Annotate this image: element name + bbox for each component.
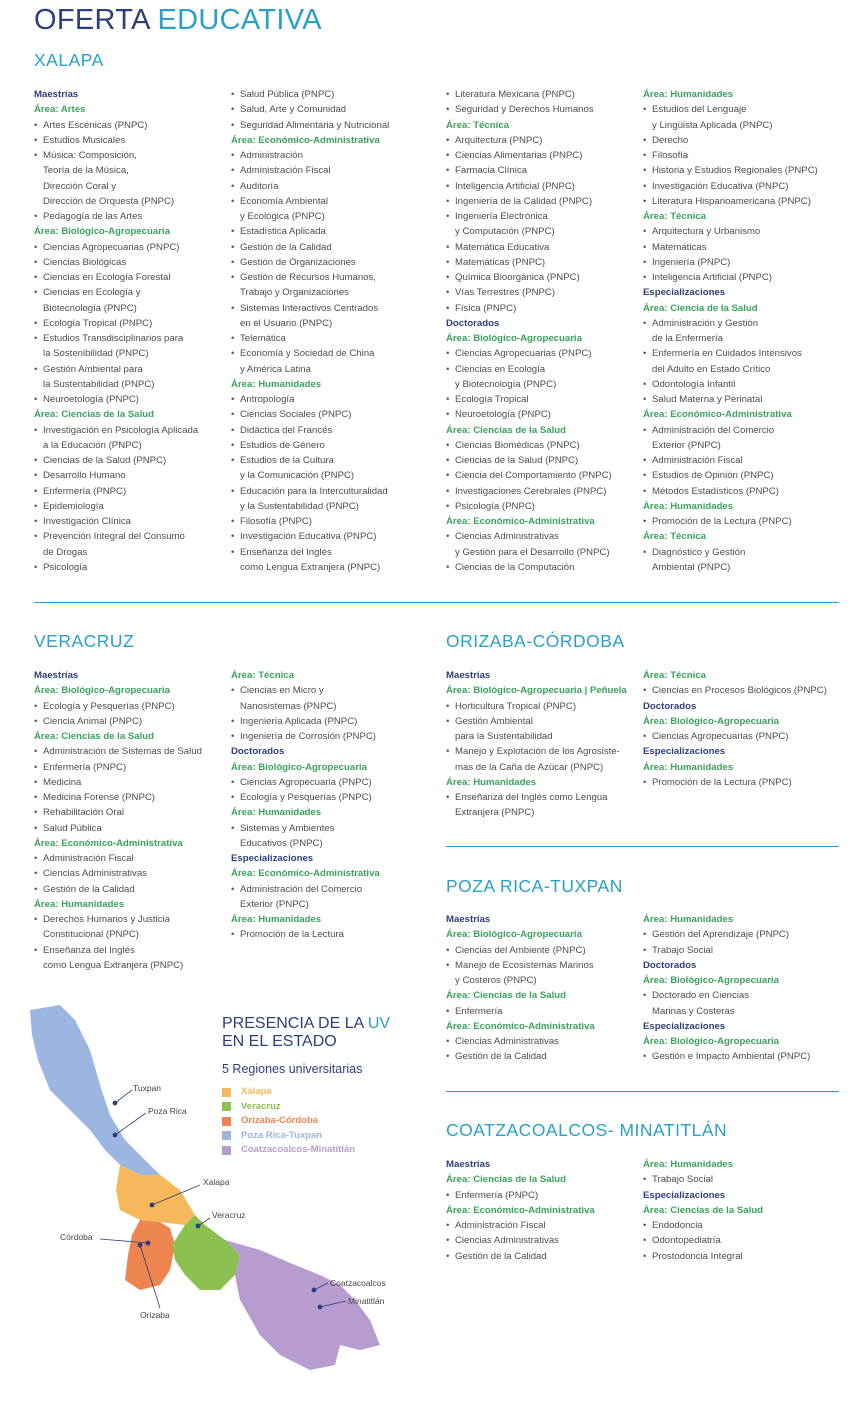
program-item-continuation: y Gestión para el Desarrollo (PNPC) (455, 546, 610, 558)
program-item: • Prevención Integral del Consumo (34, 529, 198, 544)
program-item-continuation: como Lengua Extranjera (PNPC) (43, 959, 184, 971)
program-item: • Matemáticas (PNPC) (446, 255, 612, 270)
program-item: • Literatura Hispanoamericana (PNPC) (643, 194, 818, 209)
program-item: • Derecho (643, 133, 818, 148)
program-item-continuation: Dirección Coral y (43, 180, 117, 192)
program-item: • Manejo de Ecosistemas Marinos (446, 958, 595, 973)
program-item: • Matemáticas (643, 240, 818, 255)
program-item: • Ecología y Pesquerías (PNPC) (34, 699, 202, 714)
program-item: • Ciencias en Ecología Forestal (34, 270, 198, 285)
program-item: • Ecología Tropical (PNPC) (34, 316, 198, 331)
area-heading: Área: Humanidades (643, 761, 734, 773)
program-item: • Estudios de Género (231, 438, 389, 453)
city-label-xalapa: Xalapa (203, 1177, 230, 1187)
orizaba-col-1 (446, 668, 627, 821)
program-item: • Ciencias Biológicas (34, 255, 198, 270)
program-item: • Física (PNPC) (446, 301, 612, 316)
program-item: • Ciencias Sociales (PNPC) (231, 407, 389, 422)
area-heading: Área: Artes (34, 104, 86, 116)
tuxpan-pointer (115, 1090, 132, 1103)
program-item: • Estudios del Lenguaje (643, 102, 818, 117)
program-item: • Seguridad Alimentaria y Nutricional (231, 118, 389, 133)
program-item: • Arquitectura y Urbanismo (643, 224, 818, 239)
program-item: • Música: Composición, (34, 148, 198, 163)
program-item: • Horticultura Tropical (PNPC) (446, 699, 627, 714)
area-heading: Área: Económico-Administrativa (231, 134, 380, 146)
program-item-continuation: a la Educación (PNPC) (43, 439, 142, 451)
program-item-continuation: Teoría de la Música, (43, 165, 129, 177)
program-item-continuation: la Sustentabilidad (PNPC) (43, 378, 155, 390)
program-item: • Promoción de la Lectura (231, 927, 380, 942)
program-item: • Ciencias Administrativas (446, 1034, 595, 1049)
orizaba-col-2 (643, 668, 827, 790)
degree-heading: Especializaciones (643, 287, 726, 299)
program-item: • Gestión e Impacto Ambiental (PNPC) (643, 1049, 810, 1064)
area-heading: Área: Económico-Administrativa (34, 837, 183, 849)
program-item-continuation: Nanosistemas (PNPC) (240, 700, 337, 712)
cordoba-dot (146, 1241, 150, 1245)
program-item: • Psicología (34, 560, 198, 575)
program-item: • Ciencias Alimentarias (PNPC) (446, 148, 612, 163)
program-item: • Enseñanza del Inglés (34, 943, 202, 958)
legend-item: Coatzacoalcos-Minatitlán (222, 1143, 355, 1158)
region-title-coatza: COATZACOALCOS- MINATITLÁN (446, 1120, 728, 1140)
program-item: • Ciencias del Ambiente (PNPC) (446, 943, 595, 958)
program-item: • Estudios Transdisciplinarios para (34, 331, 198, 346)
program-item-continuation: Exterior (PNPC) (240, 898, 309, 910)
program-item: • Investigación Educativa (PNPC) (231, 529, 389, 544)
city-label-minatitlan: Minatitlán (348, 1296, 385, 1306)
program-item: • Neuroetología (PNPC) (34, 392, 198, 407)
city-label-orizaba: Orizaba (140, 1310, 170, 1320)
area-heading: Área: Humanidades (446, 776, 537, 788)
program-item: • Doctorado en Ciencias (643, 988, 810, 1003)
coatza-col-1 (446, 1157, 595, 1264)
orizaba-dot (138, 1243, 142, 1247)
veracruz-col-1 (34, 668, 202, 973)
program-item: • Estadística Aplicada (231, 224, 389, 239)
program-item: • Sistemas y Ambientes (231, 821, 380, 836)
program-item: • Investigación en Psicología Aplicada (34, 423, 198, 438)
city-label-cordoba: Córdoba (60, 1232, 93, 1242)
program-item: • Educación para la Interculturalidad (231, 484, 389, 499)
program-item: • Enfermería (446, 1004, 595, 1019)
program-item: • Ciencias Administrativas (34, 866, 202, 881)
area-heading: Área: Económico-Administrativa (446, 516, 595, 527)
program-item-continuation: Constitucional (PNPC) (43, 929, 139, 941)
program-item: • Administración Fiscal (34, 851, 202, 866)
program-item-continuation: para la Sustentabilidad (455, 731, 553, 742)
program-item: • Ciencia del Comportamiento (PNPC) (446, 468, 612, 483)
program-item: • Ciencias en Ecología y (34, 285, 198, 300)
program-item: • Medicina (34, 775, 202, 790)
program-item: • Estudios Musicales (34, 133, 198, 148)
legend-swatch (222, 1146, 231, 1155)
area-heading: Área: Técnica (643, 531, 706, 543)
program-item-continuation: Extranjera (PNPC) (455, 807, 535, 819)
city-label-veracruz: Veracruz (212, 1210, 246, 1220)
program-item: • Ciencias en Procesos Biológicos (PNPC) (643, 683, 827, 698)
pozarica-dot (113, 1133, 117, 1137)
program-item: • Ciencias Agropecuarias (PNPC) (446, 346, 612, 361)
city-label-coatzacoalcos: Coatzacoalcos (330, 1278, 386, 1288)
program-item: • Gestión de Organizaciones (231, 255, 389, 270)
program-item: • Administración de Sistemas de Salud (34, 744, 202, 759)
program-item: • Salud, Arte y Comunidad (231, 102, 389, 117)
program-item: • Administración Fiscal (446, 1218, 595, 1233)
program-item-continuation: la Sostenibilidad (PNPC) (43, 348, 149, 360)
legend-item: Veracruz (222, 1100, 355, 1115)
area-heading: Área: Humanidades (643, 1159, 734, 1170)
degree-heading: Especializaciones (643, 1020, 726, 1032)
program-item: • Gestión de la Calidad (34, 882, 202, 897)
program-item: • Enfermería (PNPC) (34, 760, 202, 775)
program-item: • Salud Pública (34, 821, 202, 836)
program-item: • Gestión Ambiental (446, 714, 627, 729)
program-item: • Ingeniería Aplicada (PNPC) (231, 714, 380, 729)
map-legend (222, 1085, 355, 1158)
tuxpan-dot (113, 1101, 117, 1105)
area-heading: Área: Económico-Administrativa (231, 868, 380, 880)
program-item: • Ciencias Administrativas (446, 1233, 595, 1248)
area-heading: Área: Biológico-Agropecuaria (34, 226, 170, 238)
program-item: • Salud Pública (PNPC) (231, 87, 389, 102)
area-heading: Área: Ciencias de la Salud (34, 731, 154, 742)
program-item: • Inteligencia Artificial (PNPC) (643, 270, 818, 285)
area-heading: Área: Ciencia de la Salud (643, 302, 758, 314)
program-item: • Economía Ambiental (231, 194, 389, 209)
area-heading: Área: Humanidades (643, 500, 734, 512)
program-item-continuation: y Biotecnología (PNPC) (455, 378, 557, 390)
program-item-continuation: y Computación (PNPC) (455, 226, 555, 238)
program-item: • Enfermería en Cuidados Intensivos (643, 346, 818, 361)
program-item-continuation: y la Sustentabilidad (PNPC) (240, 500, 359, 512)
degree-heading: Especializaciones (231, 853, 314, 864)
program-item: • Medicina Forense (PNPC) (34, 790, 202, 805)
area-heading: Área: Ciencias de la Salud (446, 424, 566, 436)
program-item: • Diagnóstico y Gestión (643, 545, 818, 560)
program-item: • Vías Terrestres (PNPC) (446, 285, 612, 300)
region-veracruz (172, 1215, 240, 1290)
legend-item: Xalapa (222, 1085, 355, 1100)
program-item: • Desarrollo Humano (34, 468, 198, 483)
pozarica-pointer (115, 1113, 146, 1135)
area-heading: Área: Biológico-Agropecuaria (643, 975, 779, 986)
program-item-continuation: de Drogas (43, 546, 88, 558)
program-item: • Enfermería (PNPC) (34, 484, 198, 499)
legend-swatch (222, 1102, 231, 1111)
degree-heading: Maestrías (446, 670, 491, 681)
program-item: • Pedagogía de las Artes (34, 209, 198, 224)
program-item: • Ciencias Agropecuarias (PNPC) (34, 240, 198, 255)
program-item: • Ciencias Agropecuaria (PNPC) (231, 775, 380, 790)
degree-heading: Especializaciones (643, 1189, 726, 1201)
program-item: • Odontopediatría (643, 1233, 763, 1248)
program-item: • Didáctica del Francés (231, 423, 389, 438)
region-title-xalapa: XALAPA (34, 50, 104, 70)
program-item: • Farmacia Clínica (446, 163, 612, 178)
divider (446, 1091, 839, 1092)
degree-heading: Doctorados (446, 317, 500, 329)
veracruz-state-map (20, 1000, 400, 1380)
area-heading: Área: Humanidades (231, 807, 322, 819)
program-item: • Métodos Estadísticos (PNPC) (643, 484, 818, 499)
page-title: OFERTA EDUCATIVA (34, 4, 322, 36)
program-item: • Telemática (231, 331, 389, 346)
program-item: • Enseñanza del Inglés como Lengua (446, 790, 627, 805)
program-item: • Ingeniería de Corrosión (PNPC) (231, 729, 380, 744)
program-item: • Salud Materna y Perinatal (643, 392, 818, 407)
divider (34, 602, 839, 603)
area-heading: Área: Humanidades (643, 914, 734, 925)
region-orizaba-cordoba (125, 1220, 175, 1290)
region-title-veracruz: VERACRUZ (34, 631, 135, 651)
area-heading: Área: Técnica (231, 670, 294, 681)
degree-heading: Maestrías (34, 670, 79, 681)
area-heading: Área: Técnica (643, 670, 706, 681)
coatzacoalcos-dot (312, 1288, 316, 1292)
program-item: • Ciencias Biomédicas (PNPC) (446, 438, 612, 453)
region-title-pozarica: POZA RICA-TUXPAN (446, 876, 623, 896)
program-item-continuation: y la Comunicación (PNPC) (240, 470, 355, 482)
program-item-continuation: como Lengua Extranjera (PNPC) (240, 561, 381, 573)
degree-heading: Doctorados (231, 746, 285, 758)
program-item: • Ingeniería (PNPC) (643, 255, 818, 270)
program-item: • Gestión de la Calidad (446, 1249, 595, 1264)
xalapa-col-2 (231, 87, 389, 575)
pozarica-col-1 (446, 912, 595, 1065)
program-item: • Investigación Educativa (PNPC) (643, 179, 818, 194)
program-item: • Ciencias en Ecología (446, 362, 612, 377)
program-item: • Química Bioorgánica (PNPC) (446, 270, 612, 285)
program-item: • Filosofía (643, 148, 818, 163)
area-heading: Área: Biológico-Agropecuaria (446, 929, 582, 941)
area-heading: Área: Ciencias de la Salud (643, 1204, 763, 1216)
program-item: • Administración del Comercio (231, 882, 380, 897)
program-item: • Promoción de la Lectura (PNPC) (643, 775, 827, 790)
program-item-continuation: del Adulto en Estado Crítico (652, 363, 771, 375)
coatza-col-2 (643, 1157, 763, 1264)
degree-heading: Maestrías (446, 1159, 491, 1170)
degree-heading: Especializaciones (643, 746, 726, 758)
program-item: • Investigación Clínica (34, 514, 198, 529)
city-label-pozarica: Poza Rica (148, 1106, 187, 1116)
city-label-tuxpan: Tuxpan (133, 1083, 162, 1093)
program-item: • Neuroetología (PNPC) (446, 407, 612, 422)
program-item: • Manejo y Explotación de los Agrosiste- (446, 744, 627, 759)
program-item: • Epidemiología (34, 499, 198, 514)
program-item: • Ciencias Agropecuarias (PNPC) (643, 729, 827, 744)
legend-swatch (222, 1088, 231, 1097)
degree-heading: Doctorados (643, 700, 697, 712)
map-title: PRESENCIA DE LA UV EN EL ESTADO (222, 1015, 391, 1050)
program-item-continuation: y Lingüista Aplicada (PNPC) (652, 119, 773, 131)
area-heading: Área: Humanidades (231, 914, 322, 925)
area-heading: Área: Biológico-Agropecuaria (34, 685, 170, 697)
program-item: • Enfermería (PNPC) (446, 1188, 595, 1203)
program-item-continuation: y América Latina (240, 363, 311, 375)
area-heading: Área: Económico-Administrativa (643, 409, 792, 421)
area-heading: Área: Humanidades (231, 378, 322, 390)
program-item: • Literatura Mexicana (PNPC) (446, 87, 612, 102)
program-item-continuation: Trabajo y Organizaciones (240, 287, 349, 299)
program-item: • Ciencias Administrativas (446, 529, 612, 544)
area-heading: Área: Humanidades (643, 89, 734, 100)
legend-swatch (222, 1117, 231, 1126)
degree-heading: Maestrías (34, 89, 79, 100)
program-item: • Endodoncia (643, 1218, 763, 1233)
program-item: • Ciencias en Micro y (231, 683, 380, 698)
degree-heading: Maestrías (446, 914, 491, 925)
xalapa-col-3 (446, 87, 612, 575)
program-item: • Odontología Infantil (643, 377, 818, 392)
program-item: • Psicología (PNPC) (446, 499, 612, 514)
program-item-continuation: de la Enfermería (652, 333, 723, 344)
program-item: • Administración Fiscal (643, 453, 818, 468)
program-item: • Arquitectura (PNPC) (446, 133, 612, 148)
program-item: • Prostodoncia Integral (643, 1249, 763, 1264)
program-item: • Ciencia Animal (PNPC) (34, 714, 202, 729)
area-heading: Área: Ciencias de la Salud (446, 990, 566, 1002)
area-heading: Área: Biológico-Agropecuaria (231, 761, 367, 773)
program-item-continuation: Dirección de Orquesta (PNPC) (43, 195, 175, 207)
program-item: • Ciencias de la Salud (PNPC) (446, 453, 612, 468)
legend-item: Orizaba-Córdoba (222, 1114, 355, 1129)
program-item: • Antropología (231, 392, 389, 407)
program-item: • Historia y Estudios Regionales (PNPC) (643, 163, 818, 178)
program-item: • Ecología y Pesquerías (PNPC) (231, 790, 380, 805)
program-item-continuation: mas de la Caña de Azúcar (PNPC) (455, 761, 604, 773)
program-item: • Promoción de la Lectura (PNPC) (643, 514, 818, 529)
program-item: • Ciencias de la Computación (446, 560, 612, 575)
map-subtitle: 5 Regiones universitarias (222, 1062, 363, 1076)
program-item: • Gestión del Aprendizaje (PNPC) (643, 927, 810, 942)
program-item: • Filosofía (PNPC) (231, 514, 389, 529)
program-item-continuation: Biotecnología (PNPC) (43, 302, 137, 314)
program-item-continuation: Ambiental (PNPC) (652, 561, 731, 573)
legend-item: Poza Rica-Tuxpan (222, 1129, 355, 1144)
program-item-continuation: Exterior (PNPC) (652, 439, 721, 451)
program-item: • Administración y Gestión (643, 316, 818, 331)
program-item: • Administración del Comercio (643, 423, 818, 438)
area-heading: Área: Biológico-Agropecuaria (643, 1036, 779, 1047)
area-heading: Área: Técnica (446, 119, 509, 131)
program-item: • Ingeniería de la Calidad (PNPC) (446, 194, 612, 209)
program-item: • Enseñanza del Inglés (231, 545, 389, 560)
area-heading: Área: Biológico-Agropecuaria (446, 333, 582, 344)
area-heading: Área: Económico-Administrativa (446, 1204, 595, 1216)
program-item-continuation: Educativos (PNPC) (240, 837, 323, 849)
pozarica-col-2 (643, 912, 810, 1065)
program-item: • Artes Escénicas (PNPC) (34, 118, 198, 133)
minatitlan-dot (318, 1305, 322, 1309)
program-item: • Gestión de Recursos Humanos, (231, 270, 389, 285)
xalapa-dot (150, 1203, 154, 1207)
program-item: • Sistemas Interactivos Centrados (231, 301, 389, 316)
program-item: • Trabajo Social (643, 943, 810, 958)
program-item: • Ingeniería Electrónica (446, 209, 612, 224)
program-item-continuation: y Ecológica (PNPC) (240, 211, 325, 222)
xalapa-col-4 (643, 87, 818, 575)
divider (446, 846, 839, 847)
program-item: • Investigaciones Cerebrales (PNPC) (446, 484, 612, 499)
program-item: • Gestión de la Calidad (446, 1049, 595, 1064)
program-item-continuation: en el Usuario (PNPC) (240, 317, 333, 329)
program-item: • Estudios de Opinión (PNPC) (643, 468, 818, 483)
area-heading: Área: Técnica (643, 211, 706, 222)
program-item: • Rehabilitación Oral (34, 805, 202, 820)
area-heading: Área: Biológico-Agropecuaria (643, 715, 779, 727)
area-heading: Área: Biológico-Agropecuaria | Peñuela (446, 685, 627, 697)
region-title-orizaba: ORIZABA-CÓRDOBA (446, 631, 625, 651)
program-item-continuation: y Costeros (PNPC) (455, 975, 537, 986)
program-item: • Administración Fiscal (231, 163, 389, 178)
area-heading: Área: Ciencias de la Salud (34, 409, 154, 421)
area-heading: Área: Económico-Administrativa (446, 1020, 595, 1032)
program-item: • Ecología Tropical (446, 392, 612, 407)
program-item: • Inteligencia Artificial (PNPC) (446, 179, 612, 194)
program-item: • Auditoría (231, 179, 389, 194)
program-item: • Gestión Ambiental para (34, 362, 198, 377)
program-item: • Administración (231, 148, 389, 163)
program-item: • Seguridad y Derechos Humanos (446, 102, 612, 117)
program-item: • Ciencias de la Salud (PNPC) (34, 453, 198, 468)
degree-heading: Doctorados (643, 959, 697, 971)
veracruz-dot (196, 1224, 200, 1228)
program-item: • Trabajo Social (643, 1172, 763, 1187)
program-item: • Matemática Educativa (446, 240, 612, 255)
program-item: • Estudios de la Cultura (231, 453, 389, 468)
xalapa-col-1 (34, 87, 198, 575)
legend-swatch (222, 1131, 231, 1140)
veracruz-col-2 (231, 668, 380, 943)
area-heading: Área: Humanidades (34, 898, 125, 910)
program-item: • Derechos Humanos y Justicia (34, 912, 202, 927)
program-item: • Gestión de la Calidad (231, 240, 389, 255)
program-item: • Economía y Sociedad de China (231, 346, 389, 361)
area-heading: Área: Ciencias de la Salud (446, 1174, 566, 1186)
program-item-continuation: Marinas y Costeras (652, 1005, 735, 1017)
